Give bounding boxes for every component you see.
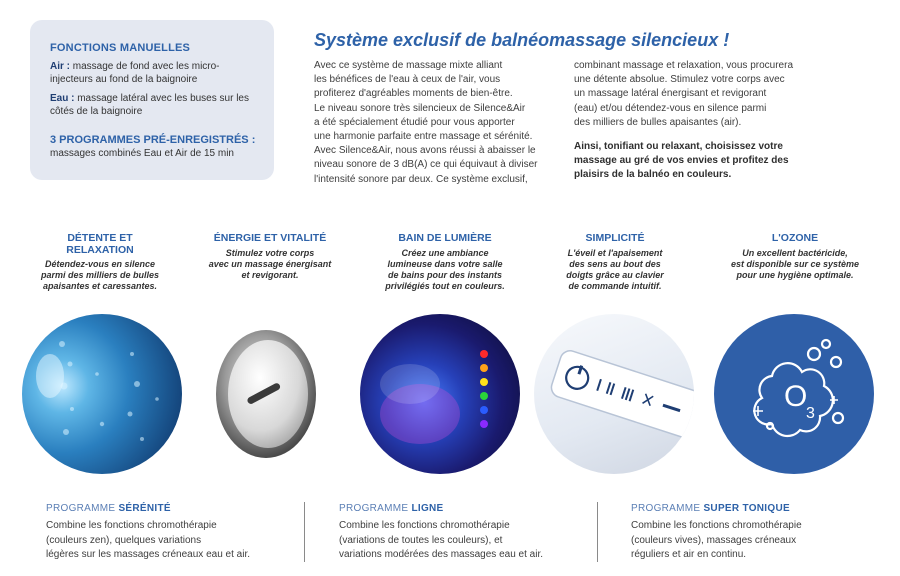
feature-title-detente: DÉTENTE ET RELAXATION <box>66 232 134 256</box>
ozone-subscript: 3 <box>806 405 815 422</box>
eau-function <box>50 92 260 118</box>
air-function <box>50 60 260 86</box>
paragraph-bold: Ainsi, tonifiant ou relaxant, choisissez votre massage au gré de vos envies et profitez des plaisirs de la balnéo en couleurs. <box>574 141 789 181</box>
divider <box>304 502 305 562</box>
program-prefix: PROGRAMME <box>631 503 704 514</box>
paragraph-right: combinant massage et relaxation, vous procurera une détente absolue. Stimulez votre corps avec un massage latéral énergisant et revigorant (eau) et/ou détendez-vous en silence parmi des milliers de bulles apaisantes (air). <box>574 60 794 128</box>
control-panel-image <box>534 314 694 474</box>
program-text-ligne: Combine les fonctions chromothérapie (variations de toutes les couleurs), et variations modérées des massages eau et air. <box>339 520 543 560</box>
feature-title-ozone: L'OZONE <box>771 232 819 244</box>
ozone-image <box>714 314 874 474</box>
program-name: SUPER TONIQUE <box>703 503 790 514</box>
program-label-serenite <box>46 503 171 514</box>
jet-svg <box>196 314 356 474</box>
eau-text: massage latéral avec les buses sur les côtés de la baignoire <box>50 93 249 117</box>
programs-title: 3 PROGRAMMES PRÉ-ENREGISTRÉS : <box>50 134 256 146</box>
bubbles-icon <box>714 314 874 474</box>
divider <box>597 502 598 562</box>
program-text-super-tonique: Combine les fonctions chromothérapie (couleurs vives), massages créneaux réguliers et air en continu. <box>631 520 802 560</box>
programs-text: massages combinés Eau et Air de 15 min <box>50 148 234 159</box>
program-prefix: PROGRAMME <box>46 503 119 514</box>
light-bath-image <box>360 314 520 474</box>
eau-label: Eau : <box>50 93 75 104</box>
feature-desc-simplicite: L'éveil et l'apaisement des sens au bout des doigts grâce au clavier de commande intuitif. <box>566 248 664 291</box>
feature-title-energie: ÉNERGIE ET VITALITÉ <box>213 232 327 244</box>
bubbles-image <box>22 314 182 474</box>
jet-image <box>196 314 356 474</box>
control-panel-svg <box>534 314 694 474</box>
program-text-serenite: Combine les fonctions chromothérapie (couleurs zen), quelques variations légères sur les massages créneaux eau et air. <box>46 520 250 560</box>
led-lights-icon <box>360 314 520 474</box>
program-name: SÉRÉNITÉ <box>118 503 171 514</box>
main-heading: Système exclusif de balnéomassage silencieux ! <box>314 30 730 50</box>
functions-title: FONCTIONS MANUELLES <box>50 42 191 54</box>
program-label-super-tonique <box>631 503 790 514</box>
bubbles-svg <box>22 314 182 474</box>
paragraph-left: Avec ce système de massage mixte alliant les bénéfices de l'eau à ceux de l'air, vous profiterez d'agréables moments de bien-être. Le niveau sonore très silencieux de Silence&Air a été spécialement étudié pour vous apporter une harmonie parfaite entre massage et sérénité. Avec Silence&Air, nous avons réussi à abaisser le niveau sonore de 3 dB(A) ce qui équivaut à diviser l'intensité sonore par deux. Ce système exclusif, <box>314 60 538 185</box>
program-label-ligne <box>339 503 444 514</box>
feature-desc-detente: Détendez-vous en silence parmi des milliers de bulles apaisantes et caressantes. <box>40 259 160 291</box>
program-prefix: PROGRAMME <box>339 503 412 514</box>
ozone-letter: O <box>784 380 808 413</box>
feature-desc-energie: Stimulez votre corps avec un massage énergisant et revigorant. <box>208 248 332 280</box>
feature-desc-ozone: Un excellent bactéricide, est disponible sur ce système pour une hygiène optimale. <box>730 248 860 280</box>
feature-desc-lumiere: Créez une ambiance lumineuse dans votre salle de bains pour des instants privilégiés tout en couleurs. <box>385 248 505 291</box>
air-label: Air : <box>50 61 70 72</box>
feature-title-lumiere: BAIN DE LUMIÈRE <box>398 232 492 244</box>
air-text: massage de fond avec les micro-injecteurs au fond de la baignoire <box>50 61 220 85</box>
program-name: LIGNE <box>411 503 444 514</box>
feature-title-simplicite: SIMPLICITÉ <box>585 232 645 244</box>
